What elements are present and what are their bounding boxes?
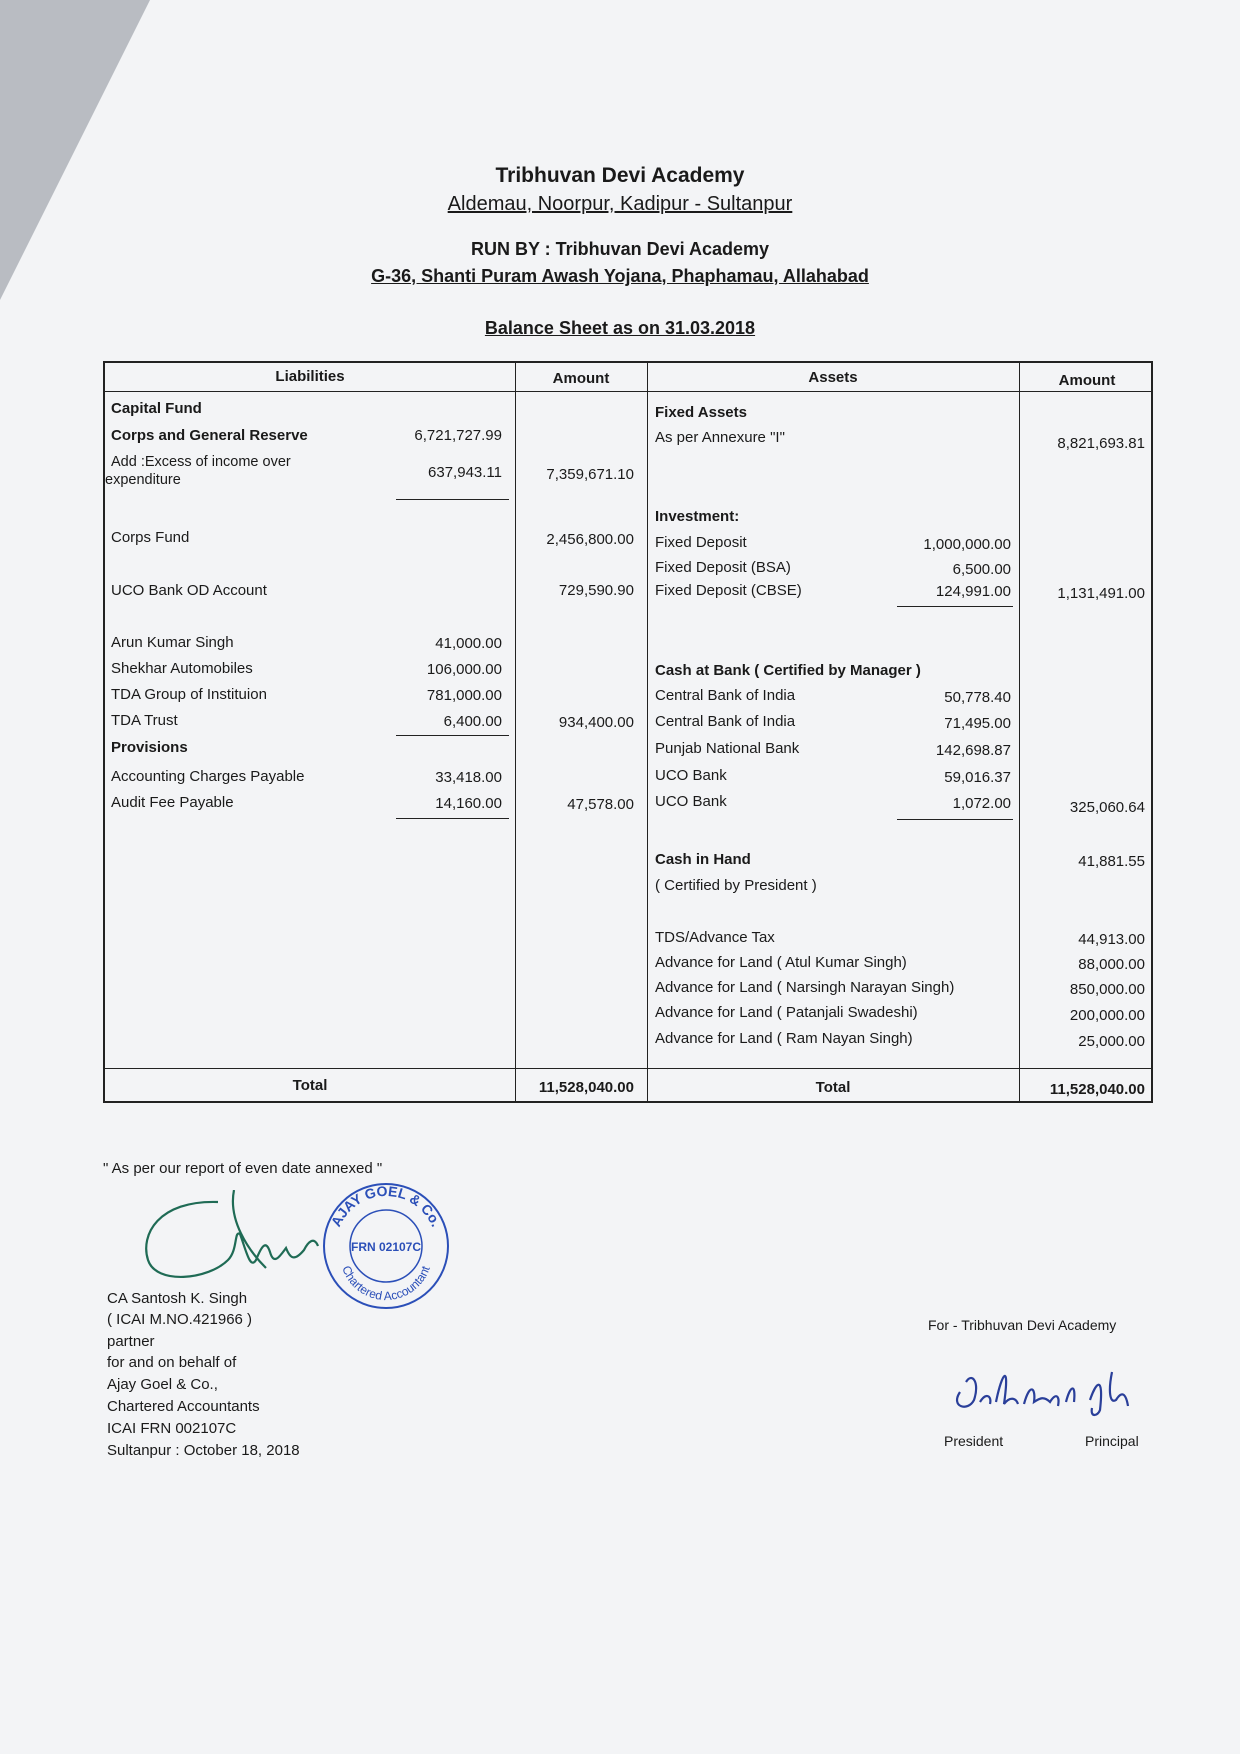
corps-fund-label: Corps Fund [111,529,190,546]
total-liabilities: 11,528,040.00 [538,1079,634,1096]
corps-fund-total: 2,456,800.00 [546,531,634,548]
other-total-2: 850,000.00 [1069,981,1145,998]
org-name: Tribhuvan Devi Academy [495,164,745,187]
investment-heading: Investment: [655,508,740,525]
uco-od-label: UCO Bank OD Account [111,582,267,599]
president-signature-icon [940,1352,1150,1422]
stamp-frn-text: FRN 02107C [350,1240,422,1254]
other-total-4: 25,000.00 [1078,1033,1145,1050]
total-assets: 11,528,040.00 [1049,1081,1145,1098]
auditor-line-7: Sultanpur : October 18, 2018 [107,1442,300,1459]
investment-total: 1,131,491.00 [1057,585,1145,602]
provision-label-1: Audit Fee Payable [111,794,234,811]
sheet-title: Balance Sheet as on 31.03.2018 [484,318,756,338]
total-label-liabilities: Total [292,1077,328,1094]
bank-amount-1: 71,495.00 [944,715,1011,732]
other-total-3: 200,000.00 [1069,1007,1145,1024]
bank-label-4: UCO Bank [655,793,727,810]
auditor-line-2: partner [107,1333,155,1350]
president-label: President [944,1433,1004,1449]
investment-amount-0: 1,000,000.00 [923,536,1011,553]
investment-amount-1: 6,500.00 [952,561,1011,578]
other-total-0: 44,913.00 [1078,931,1145,948]
cash-in-hand-total: 41,881.55 [1078,853,1145,870]
capital-total: 7,359,671.10 [546,466,634,483]
bank-amount-2: 142,698.87 [935,742,1011,759]
org-address: Aldemau, Noorpur, Kadipur - Sultanpur [447,193,793,215]
loans-total: 934,400.00 [558,714,634,731]
bank-label-3: UCO Bank [655,767,727,784]
bank-label-0: Central Bank of India [655,687,796,704]
bank-amount-3: 59,016.37 [944,769,1011,786]
bank-amount-0: 50,778.40 [944,689,1011,706]
auditor-line-3: for and on behalf of [107,1354,237,1371]
other-label-2: Advance for Land ( Narsingh Narayan Singh) [655,979,955,996]
investment-label-2: Fixed Deposit (CBSE) [655,582,802,599]
provision-label-0: Accounting Charges Payable [111,768,305,785]
bank-total: 325,060.64 [1069,799,1145,816]
excess-label-line2: expenditure [105,472,181,488]
auditor-signature-icon [138,1190,348,1300]
fixed-assets-heading: Fixed Assets [655,404,747,421]
investment-label-1: Fixed Deposit (BSA) [655,559,791,576]
for-org: For - Tribhuvan Devi Academy [928,1317,1117,1333]
bank-amount-4: 1,072.00 [952,795,1011,812]
auditor-line-5: Chartered Accountants [107,1398,260,1415]
loan-amount-0: 41,000.00 [435,635,502,652]
cash-in-hand-heading: Cash in Hand [655,851,751,868]
header-amount-assets: Amount [1058,372,1116,389]
investment-label-0: Fixed Deposit [655,534,747,551]
auditor-line-1: ( ICAI M.NO.421966 ) [107,1311,253,1328]
loan-amount-2: 781,000.00 [426,687,502,704]
corps-general-reserve-label: Corps and General Reserve [111,427,308,444]
bank-label-2: Punjab National Bank [655,740,800,757]
uco-od-total: 729,590.90 [558,582,634,599]
excess-amount: 637,943.11 [428,464,502,481]
bank-label-1: Central Bank of India [655,713,796,730]
loan-amount-1: 106,000.00 [426,661,502,678]
provision-amount-1: 14,160.00 [435,795,502,812]
annexure-total: 8,821,693.81 [1057,435,1145,452]
total-label-assets: Total [815,1079,851,1096]
report-note: " As per our report of even date annexed " [103,1160,383,1177]
other-label-3: Advance for Land ( Patanjali Swadeshi) [655,1004,918,1021]
header-assets: Assets [808,369,858,386]
provisions-heading: Provisions [111,739,188,756]
svg-text:Chartered Accountant [339,1263,433,1303]
cash-certified-note: ( Certified by President ) [655,877,817,894]
header-liabilities: Liabilities [275,368,345,385]
capital-fund-heading: Capital Fund [111,400,202,417]
provision-amount-0: 33,418.00 [435,769,502,786]
svg-text:AJAY GOEL & Co. [328,1183,445,1229]
loan-label-0: Arun Kumar Singh [111,634,234,651]
other-total-1: 88,000.00 [1078,956,1145,973]
stamp-top-text: AJAY GOEL & Co. [327,1182,445,1230]
loan-label-2: TDA Group of Instituion [111,686,267,703]
other-label-4: Advance for Land ( Ram Nayan Singh) [655,1030,913,1047]
header-amount-liabilities: Amount [552,370,610,387]
loan-label-1: Shekhar Automobiles [111,660,253,677]
run-by-address: G-36, Shanti Puram Awash Yojana, Phaphamau, Allahabad [371,266,869,286]
other-label-1: Advance for Land ( Atul Kumar Singh) [655,954,907,971]
auditor-line-6: ICAI FRN 002107C [107,1420,237,1437]
cash-at-bank-heading: Cash at Bank ( Certified by Manager ) [655,662,921,679]
loan-amount-3: 6,400.00 [443,713,502,730]
auditor-line-4: Ajay Goel & Co., [107,1376,218,1393]
auditor-stamp [318,1178,454,1314]
provisions-total: 47,578.00 [567,796,634,813]
auditor-line-0: CA Santosh K. Singh [107,1290,248,1307]
run-by: RUN BY : Tribhuvan Devi Academy [470,239,770,259]
annexure-label: As per Annexure "I" [655,429,785,446]
loan-label-3: TDA Trust [111,712,178,729]
excess-label-line1: Add :Excess of income over [111,454,291,470]
balance-sheet-table [103,361,1153,1103]
other-label-0: TDS/Advance Tax [655,929,775,946]
corps-general-reserve-amount: 6,721,727.99 [414,427,502,444]
investment-amount-2: 124,991.00 [935,583,1011,600]
principal-label: Principal [1085,1433,1139,1449]
stamp-bottom-text: Chartered Accountant [339,1263,433,1304]
